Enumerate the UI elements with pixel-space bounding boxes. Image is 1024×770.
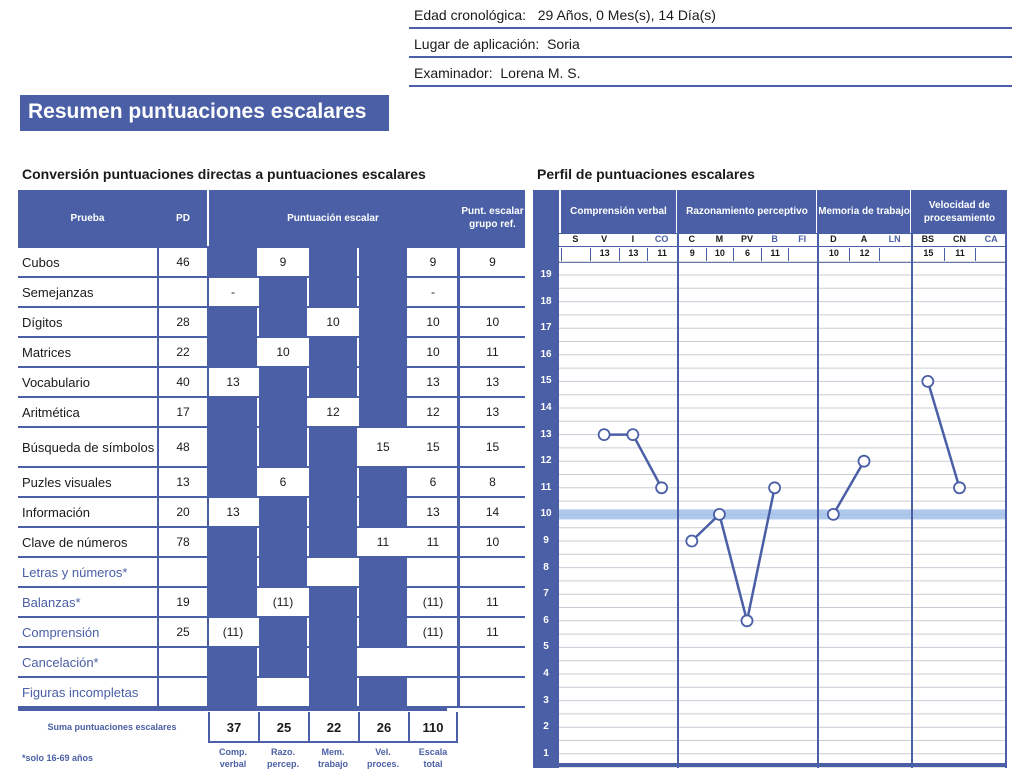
pd-cell: 28 <box>176 315 190 329</box>
total-cell: 13 <box>426 375 440 389</box>
chart-group-header: Velocidad de procesamiento <box>912 190 1007 233</box>
data-point <box>954 482 965 493</box>
header-pd: PD <box>159 190 207 246</box>
subtest-label: CN <box>952 234 966 244</box>
row-label: Información <box>22 504 90 520</box>
ref-cell: 10 <box>485 315 500 329</box>
sum-escala-total: 110 <box>408 712 458 742</box>
y-tick-label: 13 <box>540 428 552 440</box>
ref-cell: 13 <box>485 375 500 389</box>
sum-label: Suma puntuaciones escalares <box>47 722 177 732</box>
examinador-value: Lorena M. S. <box>500 65 581 81</box>
header-prueba: Prueba <box>18 190 157 246</box>
data-point <box>828 509 839 520</box>
total-cell: 13 <box>426 505 440 519</box>
ref-cell: 14 <box>485 505 500 519</box>
scalar-cell: 9 <box>279 255 287 269</box>
sum-mem-trabajo: 22 <box>308 712 358 742</box>
chart-grid <box>533 190 1006 768</box>
subtest-score: 13 <box>619 248 648 261</box>
y-tick-label: 2 <box>543 721 549 733</box>
subtest-label: CO <box>654 234 669 244</box>
row-label: Aritmética <box>22 404 80 420</box>
ref-cell: 8 <box>489 475 496 489</box>
scalar-cell: 13 <box>226 505 240 519</box>
footnote: *solo 16-69 años <box>22 753 94 763</box>
row-label: Semejanzas <box>22 284 94 300</box>
data-point <box>714 509 725 520</box>
foot-razo-percep: Razo. percep. <box>266 747 299 769</box>
subtest-score: 10 <box>706 248 734 261</box>
data-point <box>627 429 638 440</box>
data-point <box>769 482 780 493</box>
row-label: Balanzas* <box>22 594 81 610</box>
foot-escala-total: Escala total <box>418 747 448 769</box>
sum-razo-percep: 25 <box>258 712 308 742</box>
edad-value: 29 Años, 0 Mes(s), 14 Día(s) <box>537 7 716 23</box>
subtest-label: S <box>572 234 579 244</box>
subtest-score: 15 <box>912 248 944 261</box>
row-label: Dígitos <box>22 314 63 330</box>
row-label: Figuras incompletas <box>22 684 139 700</box>
row-label: Cancelación* <box>22 654 99 670</box>
pd-cell: 40 <box>176 375 190 389</box>
y-tick-label: 7 <box>543 588 549 600</box>
subtest-label: D <box>830 234 837 244</box>
y-tick-label: 11 <box>540 481 552 493</box>
total-cell: 12 <box>426 405 440 419</box>
scalar-cell: 10 <box>326 315 340 329</box>
chart-group-header: Comprensión verbal <box>561 190 676 233</box>
section-banner: Resumen puntuaciones escalares <box>20 95 389 131</box>
scalar-cell: - <box>231 285 235 299</box>
row-label: Comprensión <box>22 624 100 640</box>
total-cell: 6 <box>429 475 437 489</box>
subtest-score: 10 <box>818 248 849 261</box>
foot-mem-trabajo: Mem. trabajo <box>317 747 348 769</box>
y-tick-label: 5 <box>543 641 549 653</box>
pd-cell: 20 <box>176 505 190 519</box>
total-cell: (11) <box>422 595 444 609</box>
total-cell: (11) <box>422 625 444 639</box>
pd-cell: 19 <box>176 595 190 609</box>
scalar-cell: 10 <box>276 345 290 359</box>
ref-cell: 9 <box>489 255 496 269</box>
subtest-score: 11 <box>647 248 676 261</box>
subtest-label: PV <box>740 234 753 244</box>
row-label: Cubos <box>22 254 60 270</box>
data-point <box>742 615 753 626</box>
sum-comp-verbal: 37 <box>208 712 258 742</box>
ref-cell: 11 <box>486 595 499 609</box>
data-point <box>922 376 933 387</box>
pd-cell: 46 <box>176 255 190 269</box>
subtest-label: BS <box>921 234 935 244</box>
scalar-cell: 6 <box>279 475 287 489</box>
ref-cell: 10 <box>485 535 500 549</box>
y-tick-label: 6 <box>543 614 549 626</box>
total-cell: 15 <box>426 440 440 454</box>
pd-cell: 78 <box>176 535 190 549</box>
y-tick-label: 16 <box>540 348 552 360</box>
total-cell: 9 <box>429 255 437 269</box>
pd-cell: 13 <box>176 475 190 489</box>
chart-group-header: Razonamiento perceptivo <box>678 190 816 233</box>
right-section-title: Perfil de puntuaciones escalares <box>537 166 755 182</box>
data-point <box>599 429 610 440</box>
row-label: Puzles visuales <box>22 474 112 490</box>
subtest-score: 9 <box>678 248 706 261</box>
y-tick-label: 4 <box>543 668 549 679</box>
examinador-label: Examinador: <box>414 65 493 81</box>
reference-band <box>559 509 1005 519</box>
subtest-score: 11 <box>761 248 789 261</box>
sum-vel-proces: 26 <box>358 712 408 742</box>
y-tick-label: 1 <box>543 747 549 759</box>
subtest-label: I <box>631 234 635 244</box>
lugar-value: Soria <box>547 36 580 52</box>
pd-cell: 22 <box>176 345 190 359</box>
total-cell: 11 <box>426 535 440 549</box>
subtest-score: 12 <box>849 248 880 261</box>
ref-cell: 11 <box>486 625 499 639</box>
scalar-cell: 13 <box>226 375 240 389</box>
data-point <box>859 456 870 467</box>
foot-comp-verbal: Comp. verbal <box>219 747 247 769</box>
subtest-label: FI <box>798 234 807 244</box>
ref-cell: 13 <box>485 405 500 419</box>
subtest-score: 6 <box>733 248 761 261</box>
scalar-cell: 11 <box>376 535 390 549</box>
scalar-cell: 12 <box>326 405 340 419</box>
subtest-label: B <box>771 234 778 244</box>
y-tick-label: 12 <box>540 455 552 467</box>
scalar-cell: (11) <box>272 595 294 609</box>
subtest-label: A <box>860 234 868 244</box>
subtest-score: 11 <box>944 248 976 261</box>
ref-cell: 11 <box>486 345 499 359</box>
subtest-label: V <box>601 234 608 244</box>
header-escalar: Puntuación escalar <box>209 190 457 246</box>
subtest-label: LN <box>888 234 901 244</box>
total-cell: - <box>431 285 435 299</box>
chart-group-header: Memoria de trabajo <box>818 190 910 233</box>
y-tick-label: 9 <box>543 535 549 546</box>
pd-cell: 48 <box>176 440 190 454</box>
scalar-cell: 15 <box>376 440 390 454</box>
row-label: Vocabulario <box>22 374 90 390</box>
data-point <box>686 536 697 547</box>
y-tick-label: 19 <box>540 269 552 280</box>
y-tick-label: 15 <box>540 375 552 387</box>
lugar-label: Lugar de aplicación: <box>414 36 540 52</box>
y-tick-label: 14 <box>540 402 552 413</box>
pd-cell: 17 <box>176 405 190 419</box>
left-section-title: Conversión puntuaciones directas a puntuaciones escalares <box>22 166 426 182</box>
subtest-label: CA <box>984 234 998 244</box>
subtest-label: C <box>688 234 696 244</box>
y-tick-label: 17 <box>540 322 552 334</box>
row-label: Clave de números <box>22 534 128 550</box>
y-tick-label: 8 <box>543 561 549 573</box>
total-cell: 10 <box>426 315 440 329</box>
header-ref: Punt. escalar grupo ref. <box>460 190 525 246</box>
row-label: Matrices <box>22 344 72 360</box>
y-tick-label: 18 <box>540 295 552 307</box>
y-tick-label: 10 <box>540 508 552 520</box>
subtest-label: M <box>715 234 724 244</box>
edad-label: Edad cronológica: <box>414 7 527 23</box>
row-label: Búsqueda de símbolos <box>22 439 155 455</box>
row-label: Letras y números* <box>22 564 128 580</box>
foot-vel-proces: Vel. proces. <box>366 747 399 769</box>
data-point <box>656 482 667 493</box>
pd-cell: 25 <box>176 625 190 639</box>
total-cell: 10 <box>426 345 440 359</box>
ref-cell: 15 <box>485 440 500 454</box>
y-tick-label: 3 <box>543 694 549 706</box>
subtest-score: 13 <box>590 248 619 261</box>
scalar-cell: (11) <box>222 625 244 639</box>
